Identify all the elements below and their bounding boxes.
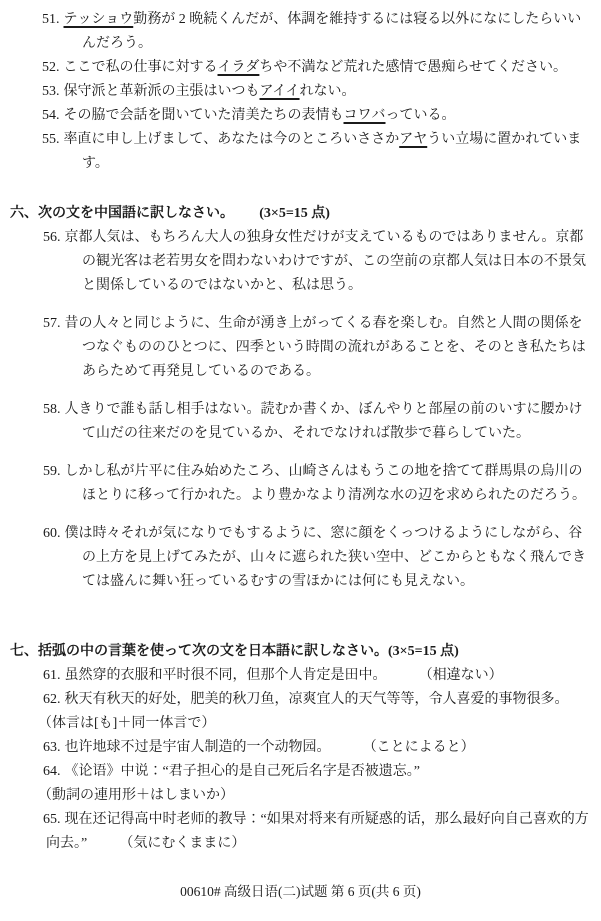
question-text: 虽然穿的衣服和平时很不同，但那个人肯定是田中。 [64, 668, 387, 683]
question-number: 57. [43, 316, 61, 331]
question-item [10, 760, 593, 784]
underlined-term: アヤ [399, 132, 428, 147]
question-text: 勤務が 2 晩続くんだが、体調を維持するには寝る以外になにしたらいいんだろう。 [82, 12, 582, 51]
grammar-hint: （体言は[も]＋同一体言で） [38, 716, 216, 731]
section5-item-list [10, 8, 593, 176]
section7-points: (3×5=15 点) [388, 644, 459, 659]
question-text: うい立場に置かれています。 [82, 132, 582, 171]
underlined-term: コワバ [343, 108, 386, 123]
grammar-hint: （動詞の連用形＋はしまいか） [38, 788, 234, 803]
question-text: 京都人気は、もちろん大人の独身女性だけが支えているものではありません。京都の観光客は老若男女を問わないわけですが、この空前の京都人気は日本の不景気と関係しているのではないかと、私は思う。 [64, 230, 586, 293]
section6-item-list [10, 226, 593, 594]
question-text: 僕は時々それが気になりでもするように、窓に顔をくっつけるようにしながら、谷の上方を見上げてみたが、山々に遮られた狭い空中、どこからともなく飛んできては盛んに舞い狂っているむすの雪ほかには何にも見えない。 [64, 526, 586, 589]
question-number: 62. [43, 692, 61, 707]
question-number: 64. [43, 764, 61, 779]
question-number: 56. [43, 230, 61, 245]
question-text: っている。 [385, 108, 456, 123]
question-item [10, 398, 593, 446]
grammar-hint: （気にむくままに） [126, 836, 246, 851]
grammar-hint: （相違ない） [425, 668, 503, 683]
question-text: れない。 [299, 84, 356, 99]
question-text: 秋天有秋天的好处，肥美的秋刀鱼，凉爽宜人的天气等等，令人喜爱的事物很多。 [64, 692, 569, 707]
section7-heading-text: 七、括弧の中の言葉を使って次の文を日本語に訳しなさい。 [10, 644, 388, 659]
question-item [10, 80, 593, 104]
question-number: 51. [42, 12, 60, 27]
section7-heading [10, 640, 593, 664]
question-text: 也许地球不过是宇宙人制造的一个动物园。 [64, 740, 331, 755]
question-text: ここで私の仕事に対する [63, 60, 218, 75]
question-text: 率直に申し上げまして、あなたは今のところいささか [63, 132, 400, 147]
question-text: ちや不満など荒れた感情で愚痴らせてください。 [259, 60, 567, 75]
question-text: 昔の人々と同じように、生命が湧き上がってくる春を楽しむ。自然と人間の関係をつなぐもののひとつに、四季という時間の流れがあることを、そのとき私たちはあらためて再発見しているのである。 [64, 316, 586, 379]
question-text: 人きりで誰も話し相手はない。読むか書くか、ぼんやりと部屋の前のいすに腰かけて山だの往来だのを見ているか、それでなければ散歩で暮らしていた。 [64, 402, 583, 441]
section7-item-list [10, 664, 593, 856]
question-number: 58. [43, 402, 61, 417]
question-number: 52. [42, 60, 60, 75]
question-text: 现在还记得高中时老师的教导：“如果对将来有所疑惑的话，那么最好向自己喜欢的方向去。” [46, 812, 589, 851]
section6-heading-text: 六、次の文を中国語に訳しなさい。 [10, 206, 234, 221]
question-number: 65. [43, 812, 61, 827]
question-item [10, 128, 593, 176]
question-text: 保守派と革新派の主張はいつも [63, 84, 260, 99]
question-number: 61. [43, 668, 61, 683]
question-item [10, 8, 593, 56]
section6-heading [10, 202, 593, 226]
question-item [10, 808, 593, 856]
question-number: 54. [42, 108, 60, 123]
question-item [10, 460, 593, 508]
page-footer: 00610# 高级日语(二)试题 第 6 页(共 6 页) [180, 884, 421, 899]
question-item [10, 56, 593, 80]
question-item [10, 522, 593, 594]
question-number: 59. [43, 464, 61, 479]
question-item [10, 312, 593, 384]
question-text: 《论语》中说：“君子担心的是自己死后名字是否被遗忘。” [64, 764, 420, 779]
underlined-term: アイイ [259, 84, 300, 99]
question-text: その脇で会話を聞いていた清美たちの表情も [63, 108, 344, 123]
question-number: 53. [42, 84, 60, 99]
underlined-term: イラダ [217, 60, 260, 75]
question-item [10, 736, 593, 760]
question-item [10, 104, 593, 128]
question-item [10, 688, 593, 712]
grammar-hint: （ことによると） [369, 740, 475, 755]
underlined-term: テッショウ [63, 12, 134, 27]
section6-points: (3×5=15 点) [259, 206, 330, 221]
question-number: 63. [43, 740, 61, 755]
question-number: 60. [43, 526, 61, 541]
question-text: しかし私が片平に住み始めたころ、山崎さんはもうこの地を捨てて群馬県の烏川のほとりに移って行かれた。より豊かなより清冽な水の辺を求められたのだろう。 [64, 464, 586, 503]
question-item [10, 664, 593, 688]
question-item [10, 226, 593, 298]
question-number: 55. [42, 132, 60, 147]
